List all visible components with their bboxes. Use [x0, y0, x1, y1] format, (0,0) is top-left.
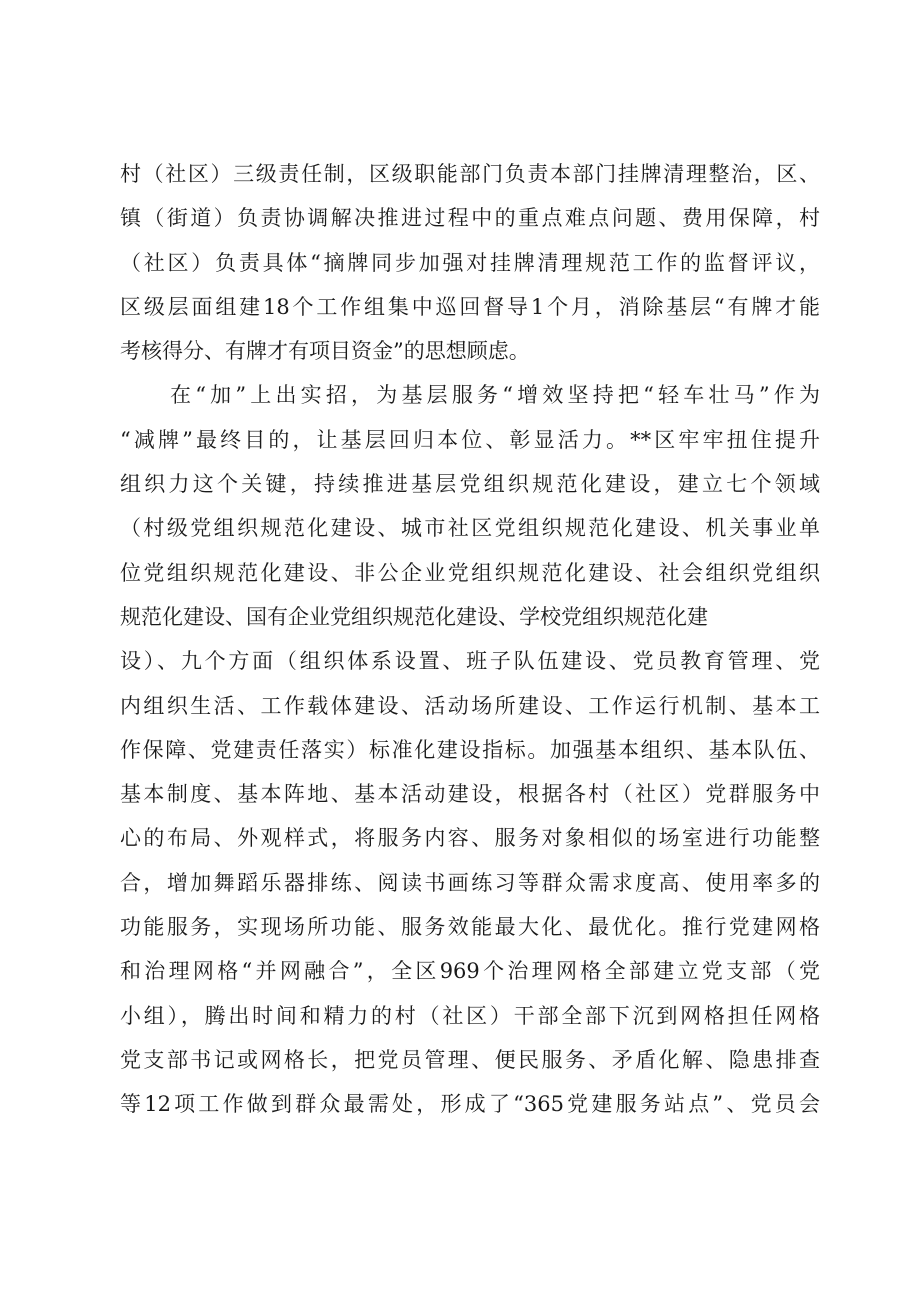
- paragraph-2-line-17: 等12项工作做到群众最需处，形成了“365党建服务站点”、党员会: [120, 1092, 820, 1117]
- paragraph-2-line-13: 功能服务，实现场所功能、服务效能最大化、最优化。推行党建网格: [120, 915, 820, 940]
- paragraph-2-line-8: 内组织生活、工作载体建设、活动场所建设、工作运行机制、基本工: [120, 693, 820, 718]
- paragraph-2-line-11: 心的布局、外观样式，将服务内容、服务对象相似的场室进行功能整: [120, 826, 820, 851]
- paragraph-2-line-14: 和治理网格“并网融合”，全区969个治理网格全部建立党支部（党: [120, 959, 820, 984]
- paragraph-2-line-1: 在“加”上出实招，为基层服务“增效坚持把“轻车壮马”作为: [170, 383, 820, 408]
- paragraph-2-line-3: 组织力这个关键，持续推进基层党组织规范化建设，建立七个领域: [120, 472, 820, 497]
- paragraph-2-line-12: 合，增加舞蹈乐器排练、阅读书画练习等群众需求度高、使用率多的: [120, 870, 820, 895]
- paragraph-1-line-2: 镇（街道）负责协调解决推进过程中的重点难点问题、费用保障，村: [120, 206, 820, 231]
- paragraph-2-line-15: 小组），腾出时间和精力的村（社区）干部全部下沉到网格担任网格: [120, 1003, 820, 1028]
- document-body: [120, 152, 820, 1127]
- paragraph-1-line-3: （社区）负责具体“摘牌同步加强对挂牌清理规范工作的监督评议，: [120, 250, 820, 275]
- paragraph-2-line-2: “减牌”最终目的，让基层回归本位、彰显活力。**区牢牢扭住提升: [120, 427, 820, 452]
- paragraph-2-line-7: 设）、九个方面（组织体系设置、班子队伍建设、党员教育管理、党: [120, 649, 820, 674]
- paragraph-1-line-5: 考核得分、有牌才有项目资金”的思想顾虑。: [120, 339, 530, 364]
- paragraph-2-line-6: 规范化建设、国有企业党组织规范化建设、学校党组织规范化建: [120, 604, 708, 629]
- paragraph-2-line-16: 党支部书记或网格长，把党员管理、便民服务、矛盾化解、隐患排查: [120, 1047, 820, 1072]
- paragraph-2-line-9: 作保障、党建责任落实）标准化建设指标。加强基本组织、基本队伍、: [120, 737, 820, 762]
- paragraph-2-line-5: 位党组织规范化建设、非公企业党组织规范化建设、社会组织党组织: [120, 560, 820, 585]
- paragraph-1-line-4: 区级层面组建18个工作组集中巡回督导1个月，消除基层“有牌才能: [120, 294, 820, 319]
- paragraph-1-line-1: 村（社区）三级责任制，区级职能部门负责本部门挂牌清理整治，区、: [120, 162, 820, 186]
- paragraph-2-line-10: 基本制度、基本阵地、基本活动建设，根据各村（社区）党群服务中: [120, 782, 820, 807]
- paragraph-2-line-4: （村级党组织规范化建设、城市社区党组织规范化建设、机关事业单: [120, 516, 820, 541]
